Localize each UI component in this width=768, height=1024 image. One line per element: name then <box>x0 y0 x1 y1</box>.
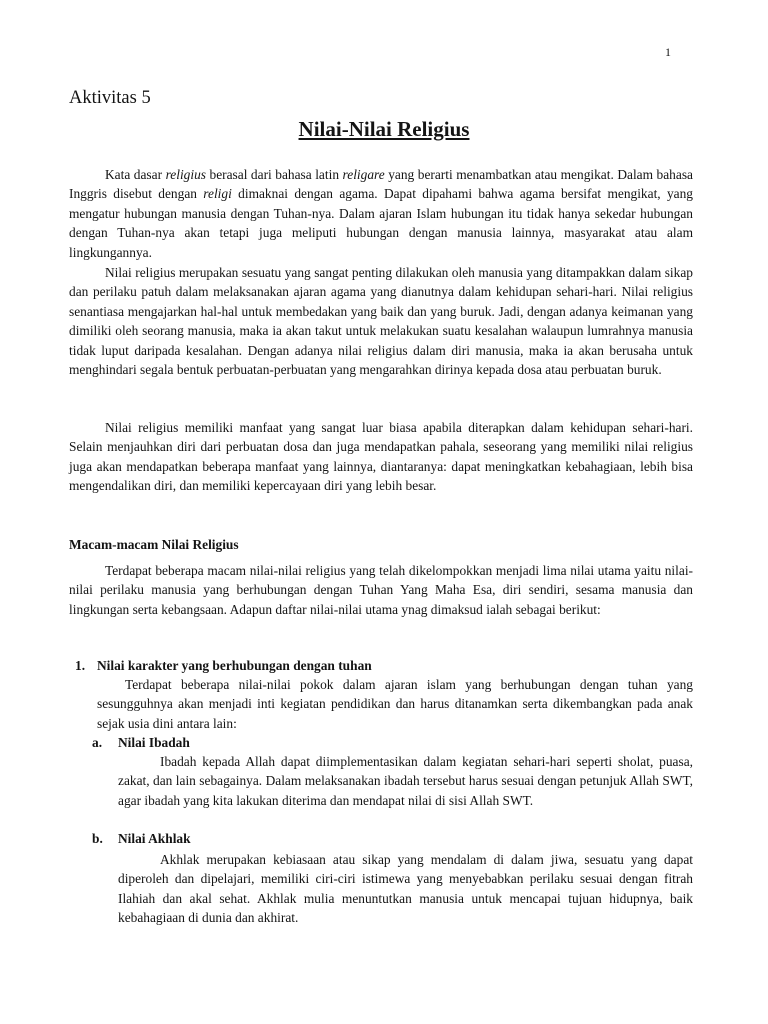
subitem-body-ibadah <box>118 752 693 810</box>
intro-paragraph-2-text: Nilai religius merupakan sesuatu yang sangat penting dilakukan oleh manusia yang ditampakkan dalam sikap dan perilaku patuh dalam melaksanakan ajaran agama yang dianutnya dalam kehidupan sehari-hari. Nilai religius senantiasa mengajarkan hal-hal untuk membedakan yang baik dan yang buruk. Jadi, dengan adanya keimanan yang dimiliki oleh seorang manusia, maka ia akan takut untuk melakukan suatu kesalahan walaupun lumrahnya manusia tidak luput daripada kesalahan. Dengan adanya nilai religius dalam diri manusia, maka ia akan berusaha untuk menghindari segala bentuk perbuatan-perbuatan yang mengarahkan dirinya kepada dosa atau perbuatan buruk. <box>69 265 693 378</box>
subitem-title: Nilai Akhlak <box>118 831 191 846</box>
section-paragraph <box>69 561 693 619</box>
list-item-number: 1. <box>75 658 86 673</box>
section-heading: Macam-macam Nilai Religius <box>69 537 239 552</box>
subitem-letter: a. <box>92 735 103 750</box>
activity-label: Aktivitas 5 <box>69 88 151 108</box>
list-item-heading <box>75 656 372 675</box>
italic-term-religius: religius <box>165 167 206 182</box>
text-run: Kata dasar <box>105 167 166 182</box>
list-item-title: Nilai karakter yang berhubungan dengan tuhan <box>97 658 372 673</box>
text-run: berasal dari bahasa latin <box>205 167 343 182</box>
intro-paragraph-1 <box>69 165 693 262</box>
subitem-body-akhlak <box>118 850 693 928</box>
text-run: dimaknai dengan agama. Dapat dipahami bahwa agama bersifat mengikat, yang mengatur hubungan manusia dengan Tuhan-nya. Dalam ajaran Islam hubungan itu tidak hanya sekedar hubungan dengan Tuhan-nya akan tetapi juga meliputi hubungan dengan manusia lainnya, masyarakat atau alam lingkungannya. <box>69 186 694 260</box>
section-paragraph-text: Terdapat beberapa macam nilai-nilai religius yang telah dikelompokkan menjadi lima nilai utama yaitu nilai-nilai perilaku manusia yang berhubungan dengan Tuhan Yang Maha Esa, diri sendiri, sesama manusia dan lingkungan serta kebangsaan. Adapun daftar nilai-nilai utama ynag dimaksud ialah sebagai berikut: <box>69 563 693 617</box>
document-title: Nilai-Nilai Religius <box>298 117 470 141</box>
subitem-letter: b. <box>92 831 103 846</box>
italic-term-religi: religi <box>203 186 232 202</box>
subitem-heading-akhlak <box>92 829 191 848</box>
list-item-body <box>97 675 693 733</box>
subitem-body-text: Akhlak merupakan kebiasaan atau sikap yang mendalam di dalam jiwa, sesuatu yang dapat diperoleh dan dipelajari, memiliki ciri-ciri istimewa yang menyebabkan perilaku sesuai dengan fitrah Ilahiah dan akal sehat. Akhlak mulia menuntutkan manusia untuk mencapai tujuan hidupnya, baik kebahagiaan di dunia dan akhirat. <box>118 852 693 926</box>
text-run: yang berarti menambatkan atau mengikat. Dalam bahasa Inggris disebut dengan <box>69 167 693 202</box>
subitem-body-text: Ibadah kepada Allah dapat diimplementasikan dalam kegiatan sehari-hari seperti sholat, puasa, zakat, dan lain sebagainya. Dalam melaksanakan ibadah tersebut harus sesuai dengan petunjuk Allah SWT, agar ibadah yang kita lakukan diterima dan mendapat nilai di sisi Allah SWT. <box>118 754 693 808</box>
intro-paragraph-1-text <box>69 165 693 262</box>
subitem-title: Nilai Ibadah <box>118 735 190 750</box>
page-number: 1 <box>665 45 671 59</box>
intro-paragraph-3-text: Nilai religius memiliki manfaat yang sangat luar biasa apabila diterapkan dalam kehidupan sehari-hari. Selain menjauhkan diri dari perbuatan dosa dan juga mendapatkan pahala, seseorang yang memiliki nilai religius juga akan mendapatkan beberapa manfaat yang lainnya, diantaranya: dapat meningkatkan kebahagiaan, lebih bisa mengendalikan diri, dan memiliki kepercayaan diri yang lebih besar. <box>69 420 693 494</box>
list-item-body-text: Terdapat beberapa nilai-nilai pokok dalam ajaran islam yang berhubungan dengan tuhan yang sesungguhnya akan menjadi inti kegiatan pendidikan dan harus ditanamkan serta dikembangkan pada anak sejak usia dini antara lain: <box>97 677 693 731</box>
intro-paragraph-3 <box>69 418 693 496</box>
italic-term-religare: religare <box>342 167 385 182</box>
intro-paragraph-2 <box>69 263 693 379</box>
subitem-heading-ibadah <box>92 733 190 752</box>
